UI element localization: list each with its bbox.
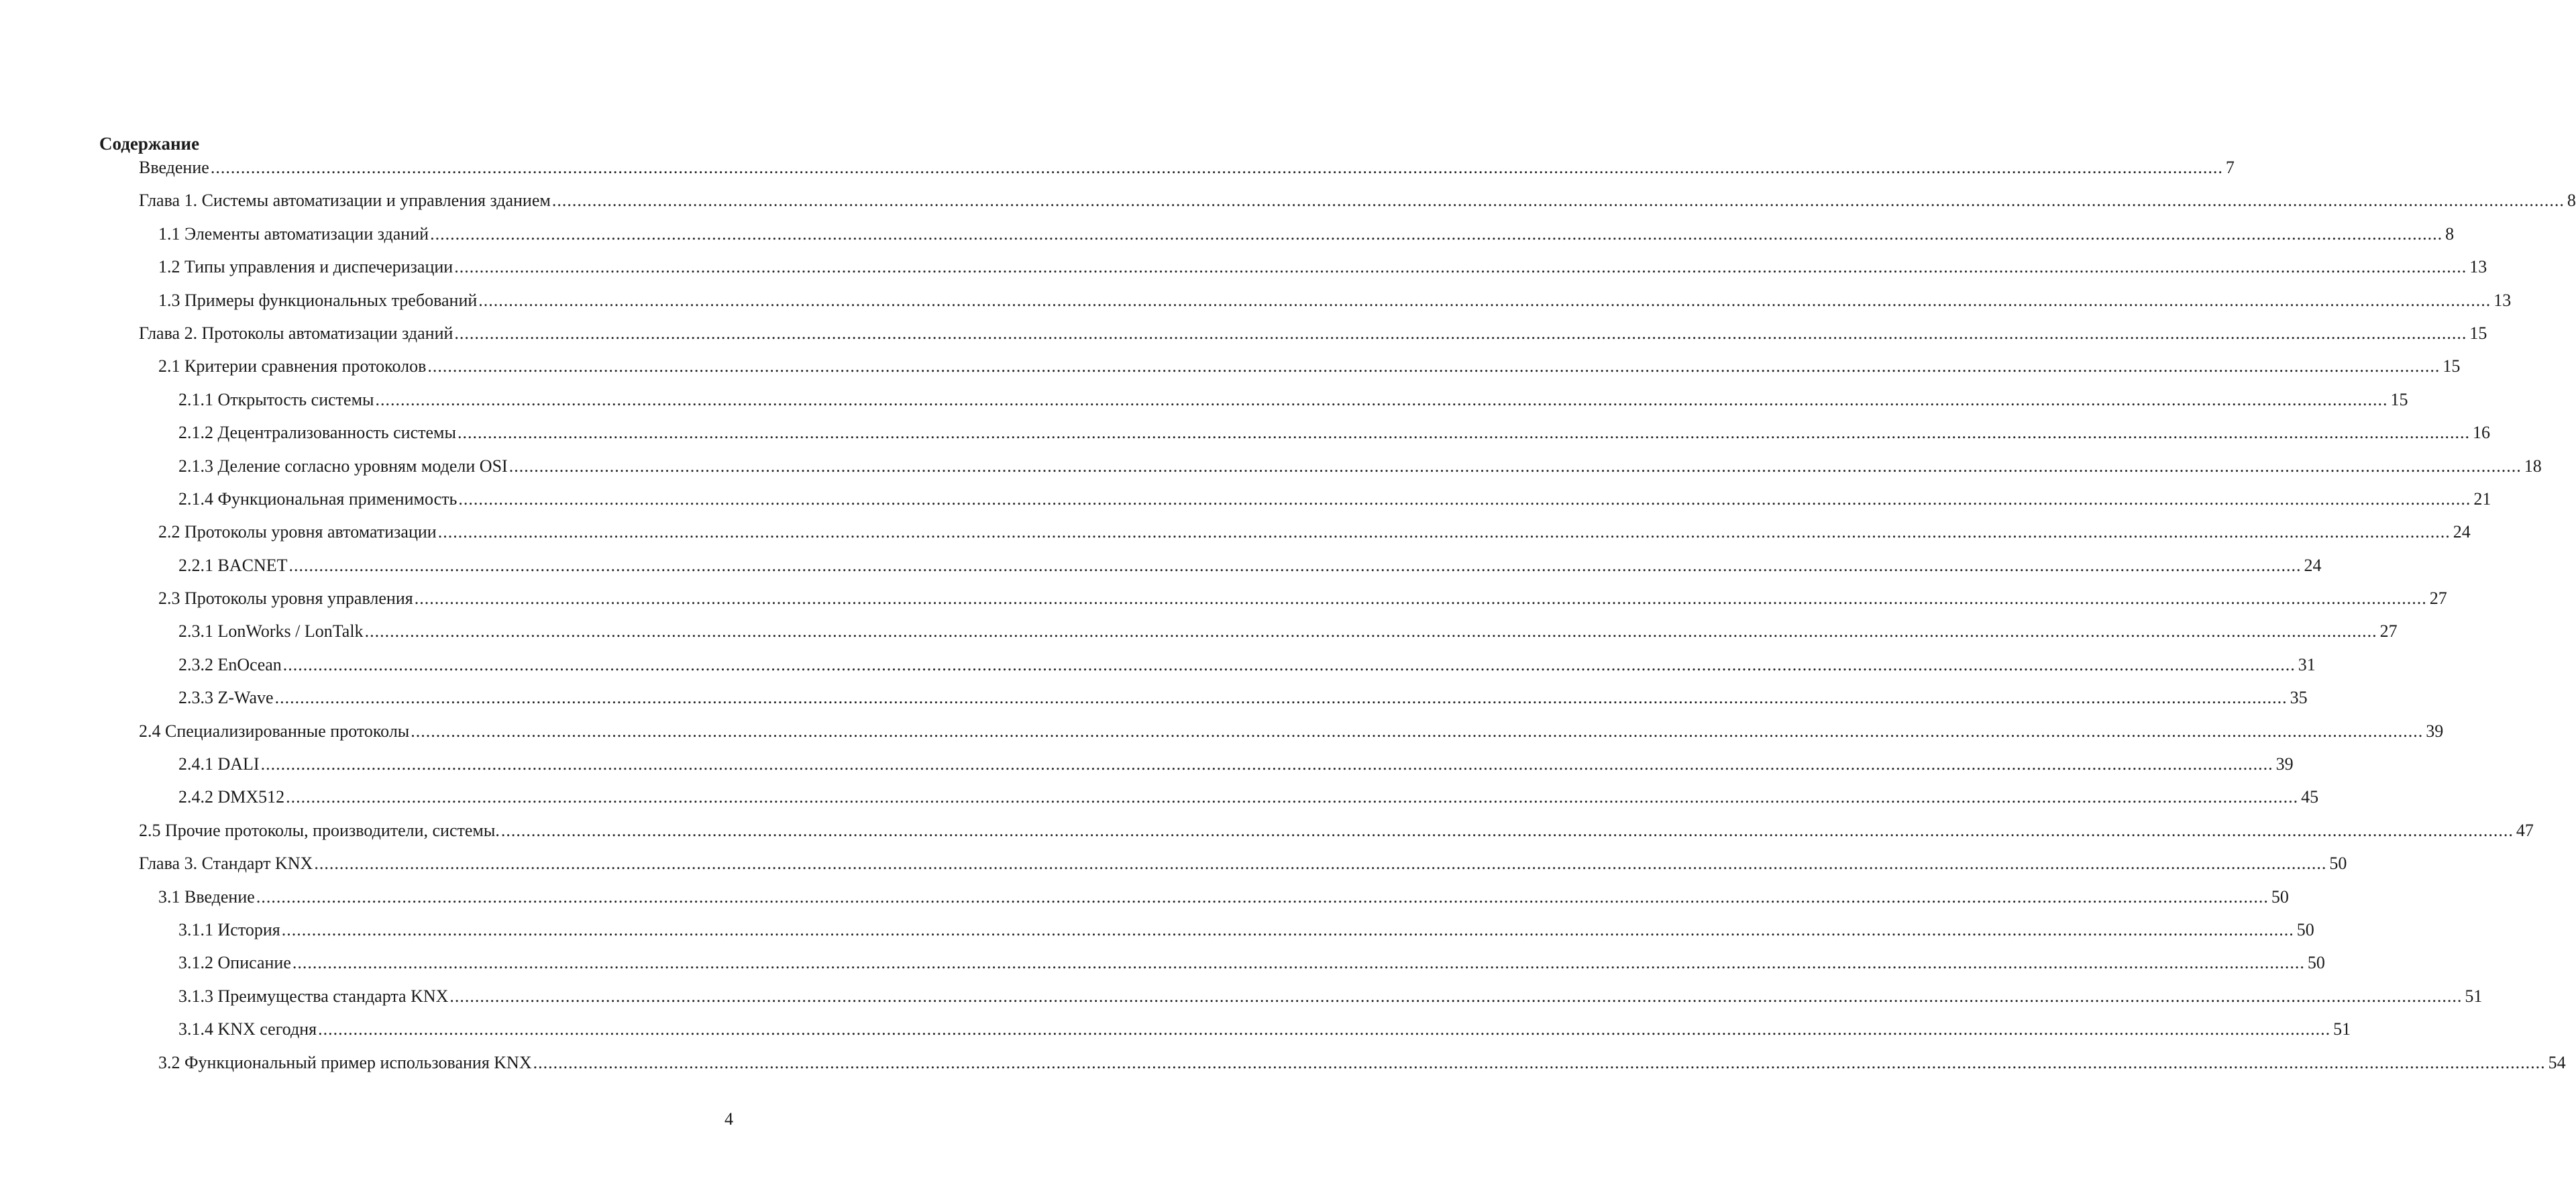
- toc-entry: [0, 222, 2455, 255]
- toc-entry: [0, 289, 2512, 321]
- toc-entry-row: [139, 156, 2235, 180]
- toc-entry-label: 3.1.3 Преимущества стандарта KNX: [178, 986, 449, 1006]
- toc-entry-label: 1.2 Типы управления и диспечеризации: [158, 257, 453, 277]
- toc-dot-leader: ................................................................................................................................................................................................................................................................................................................................................................................................................: [457, 423, 2470, 443]
- toc-entry-label: 2.1.1 Открытость системы: [178, 389, 374, 409]
- toc-entry-page: 8: [2445, 223, 2455, 244]
- toc-entry-page: 7: [2225, 158, 2235, 177]
- toc-entry-row: [178, 421, 2490, 445]
- toc-entry-label: 2.1.2 Децентрализованность системы: [178, 423, 456, 443]
- toc-entry-label: 2.3 Протоколы уровня управления: [158, 588, 413, 609]
- toc-entry-page: 35: [2290, 688, 2308, 708]
- toc-dot-leader: ................................................................................................................................................................................................................................................................................................................................................................................................................: [292, 953, 2305, 973]
- toc-dot-leader: ................................................................................................................................................................................................................................................................................................................................................................................................................: [449, 986, 2463, 1006]
- toc-entry: [0, 1017, 2351, 1050]
- toc-entry-page: 51: [2333, 1019, 2351, 1039]
- toc-dot-leader: ................................................................................................................................................................................................................................................................................................................................................................................................................: [437, 522, 2451, 542]
- toc-dot-leader: ................................................................................................................................................................................................................................................................................................................................................................................................................: [454, 323, 2467, 343]
- toc-entry: [0, 554, 2322, 586]
- toc-dot-leader: ................................................................................................................................................................................................................................................................................................................................................................................................................: [411, 721, 2424, 741]
- toc-entry: [0, 487, 2491, 520]
- toc-dot-leader: ................................................................................................................................................................................................................................................................................................................................................................................................................: [414, 588, 2427, 609]
- toc-entry: [0, 752, 2294, 785]
- toc-entry-row: [158, 222, 2455, 246]
- toc-dot-leader: ................................................................................................................................................................................................................................................................................................................................................................................................................: [256, 886, 2269, 907]
- toc-entry: [0, 785, 2319, 818]
- toc-dot-leader: ................................................................................................................................................................................................................................................................................................................................................................................................................: [478, 290, 2491, 310]
- toc-entry-page: 51: [2465, 986, 2483, 1006]
- toc-entry-label: 2.3.3 Z-Wave: [178, 688, 274, 708]
- toc-dot-leader: ................................................................................................................................................................................................................................................................................................................................................................................................................: [427, 356, 2440, 376]
- toc-entry-row: [178, 653, 2316, 677]
- toc-entry-row: [178, 388, 2408, 412]
- toc-entry-row: [158, 255, 2487, 279]
- toc-entry-row: [139, 819, 2534, 843]
- toc-entry-row: [178, 619, 2398, 644]
- toc-entry-row: [178, 785, 2319, 809]
- toc-entry-page: 21: [2473, 489, 2491, 509]
- toc-entry: [0, 156, 2235, 189]
- toc-entry-row: [139, 189, 2576, 213]
- toc-entry-page: 18: [2524, 456, 2542, 476]
- toc-entry-row: [139, 719, 2444, 744]
- toc-dot-leader: ................................................................................................................................................................................................................................................................................................................................................................................................................: [551, 191, 2565, 211]
- toc-dot-leader: ................................................................................................................................................................................................................................................................................................................................................................................................................: [533, 1052, 2546, 1072]
- toc-title: Содержание: [99, 134, 200, 154]
- toc-entry-page: 13: [2469, 257, 2487, 277]
- toc-entry-page: 15: [2443, 356, 2461, 376]
- toc-entry: [0, 951, 2325, 984]
- toc-entry-page: 50: [2296, 919, 2314, 939]
- toc-entry-row: [178, 752, 2294, 776]
- toc-entry-label: 2.4.1 DALI: [178, 754, 260, 774]
- toc-entry-page: 15: [2390, 389, 2408, 409]
- toc-entry: [0, 819, 2534, 852]
- toc-dot-leader: ................................................................................................................................................................................................................................................................................................................................................................................................................: [508, 456, 2522, 476]
- toc-entry-page: 50: [2307, 953, 2325, 973]
- toc-entry-row: [178, 686, 2308, 710]
- toc-entry-row: [139, 852, 2347, 876]
- toc-entry-row: [178, 487, 2491, 511]
- toc-entry: [0, 1051, 2566, 1084]
- toc-dot-leader: ................................................................................................................................................................................................................................................................................................................................................................................................................: [430, 223, 2443, 244]
- toc-entry-label: 2.3.2 EnOcean: [178, 654, 282, 674]
- toc-entry-row: [178, 1017, 2351, 1041]
- toc-entry: [0, 653, 2316, 686]
- toc-entry-label: 2.3.1 LonWorks / LonTalk: [178, 621, 364, 642]
- toc-entry: [0, 189, 2576, 221]
- toc-dot-leader: ................................................................................................................................................................................................................................................................................................................................................................................................................: [260, 754, 2273, 774]
- toc-entry: [0, 852, 2347, 884]
- toc-dot-leader: ................................................................................................................................................................................................................................................................................................................................................................................................................: [288, 555, 2302, 575]
- toc-entry-label: 2.1 Критерии сравнения протоколов: [158, 356, 427, 376]
- toc-entry-page: 54: [2548, 1052, 2566, 1072]
- toc-entry: [0, 918, 2314, 951]
- toc-entry-label: 2.4.2 DMX512: [178, 787, 285, 807]
- toc-entry-label: 2.2.1 BACNET: [178, 555, 288, 575]
- toc-dot-leader: ................................................................................................................................................................................................................................................................................................................................................................................................................: [286, 787, 2299, 807]
- toc-entry-label: 2.1.4 Функциональная применимость: [178, 489, 458, 509]
- toc-entry-row: [139, 321, 2487, 346]
- toc-entry: [0, 885, 2289, 918]
- toc-entry-page: 24: [2304, 555, 2322, 575]
- toc-entry-label: Глава 1. Системы автоматизации и управления зданием: [139, 191, 551, 211]
- toc-entry-label: 3.1.4 KNX сегодня: [178, 1019, 317, 1039]
- toc-entry-label: 3.1.1 История: [178, 919, 280, 939]
- toc-entry-label: 1.1 Элементы автоматизации зданий: [158, 223, 429, 244]
- toc-entry-row: [158, 354, 2461, 378]
- toc-entry-page: 39: [2275, 754, 2294, 774]
- toc-entry: [0, 454, 2542, 487]
- toc-dot-leader: ................................................................................................................................................................................................................................................................................................................................................................................................................: [210, 158, 2223, 177]
- toc-entry-label: Введение: [139, 158, 209, 177]
- toc-entry-page: 50: [2271, 886, 2289, 907]
- toc-entry-row: [158, 1051, 2566, 1075]
- toc-entry-row: [158, 520, 2471, 544]
- toc-entry-page: 15: [2469, 323, 2487, 343]
- toc-entry-page: 47: [2516, 820, 2534, 840]
- toc-dot-leader: ................................................................................................................................................................................................................................................................................................................................................................................................................: [281, 919, 2294, 939]
- toc-entry-page: 8: [2567, 191, 2576, 211]
- toc-entry: [0, 984, 2483, 1017]
- toc-entry-label: 3.1 Введение: [158, 886, 255, 907]
- toc-entry-page: 27: [2429, 588, 2447, 609]
- toc-entry-page: 50: [2329, 854, 2347, 874]
- toc-dot-leader: ................................................................................................................................................................................................................................................................................................................................................................................................................: [318, 1019, 2331, 1039]
- toc-dot-leader: ................................................................................................................................................................................................................................................................................................................................................................................................................: [454, 257, 2467, 277]
- toc-entry: [0, 421, 2490, 454]
- page-number: 4: [724, 1109, 733, 1129]
- toc-entry-page: 45: [2301, 787, 2319, 807]
- toc-entry-row: [158, 289, 2512, 313]
- toc-dot-leader: ................................................................................................................................................................................................................................................................................................................................................................................................................: [375, 389, 2388, 409]
- toc-entry: [0, 619, 2398, 652]
- toc-entry-label: 2.1.3 Деление согласно уровням модели OSI: [178, 456, 508, 476]
- toc-entry: [0, 586, 2447, 619]
- toc-dot-leader: ................................................................................................................................................................................................................................................................................................................................................................................................................: [364, 621, 2377, 642]
- toc-entry-page: 24: [2453, 522, 2471, 542]
- toc-entry-row: [178, 918, 2314, 942]
- toc-entry-page: 13: [2493, 290, 2512, 310]
- toc-entry: [0, 719, 2444, 752]
- toc-entry: [0, 255, 2487, 288]
- toc-dot-leader: ................................................................................................................................................................................................................................................................................................................................................................................................................: [314, 854, 2327, 874]
- toc-entry-label: 2.2 Протоколы уровня автоматизации: [158, 522, 437, 542]
- toc-entry-row: [178, 454, 2542, 478]
- toc-entry-row: [178, 554, 2322, 578]
- toc-entry-label: 3.1.2 Описание: [178, 953, 291, 973]
- toc-entry: [0, 388, 2408, 421]
- toc-entry: [0, 520, 2471, 553]
- toc-list: [0, 156, 2576, 1084]
- toc-entry-label: 1.3 Примеры функциональных требований: [158, 290, 478, 310]
- toc-entry-label: 2.4 Специализированные протоколы: [139, 721, 410, 741]
- toc-entry-row: [158, 586, 2447, 611]
- toc-entry-label: 3.2 Функциональный пример использования KNX: [158, 1052, 532, 1072]
- toc-entry-page: 31: [2298, 654, 2316, 674]
- toc-dot-leader: ................................................................................................................................................................................................................................................................................................................................................................................................................: [458, 489, 2471, 509]
- toc-entry-label: Глава 2. Протоколы автоматизации зданий: [139, 323, 453, 343]
- toc-entry-label: 2.5 Прочие протоколы, производители, системы.: [139, 820, 500, 840]
- toc-entry-row: [178, 951, 2325, 975]
- toc-entry-row: [178, 984, 2483, 1009]
- toc-entry: [0, 321, 2487, 354]
- toc-entry-label: Глава 3. Стандарт KNX: [139, 854, 313, 874]
- toc-dot-leader: ................................................................................................................................................................................................................................................................................................................................................................................................................: [500, 820, 2514, 840]
- toc-entry-page: 27: [2379, 621, 2398, 642]
- toc-entry-page: 16: [2472, 423, 2490, 443]
- toc-entry-page: 39: [2426, 721, 2444, 741]
- toc-entry: [0, 354, 2461, 387]
- toc-entry: [0, 686, 2308, 719]
- toc-dot-leader: ................................................................................................................................................................................................................................................................................................................................................................................................................: [274, 688, 2288, 708]
- toc-dot-leader: ................................................................................................................................................................................................................................................................................................................................................................................................................: [282, 654, 2296, 674]
- toc-entry-row: [158, 885, 2289, 909]
